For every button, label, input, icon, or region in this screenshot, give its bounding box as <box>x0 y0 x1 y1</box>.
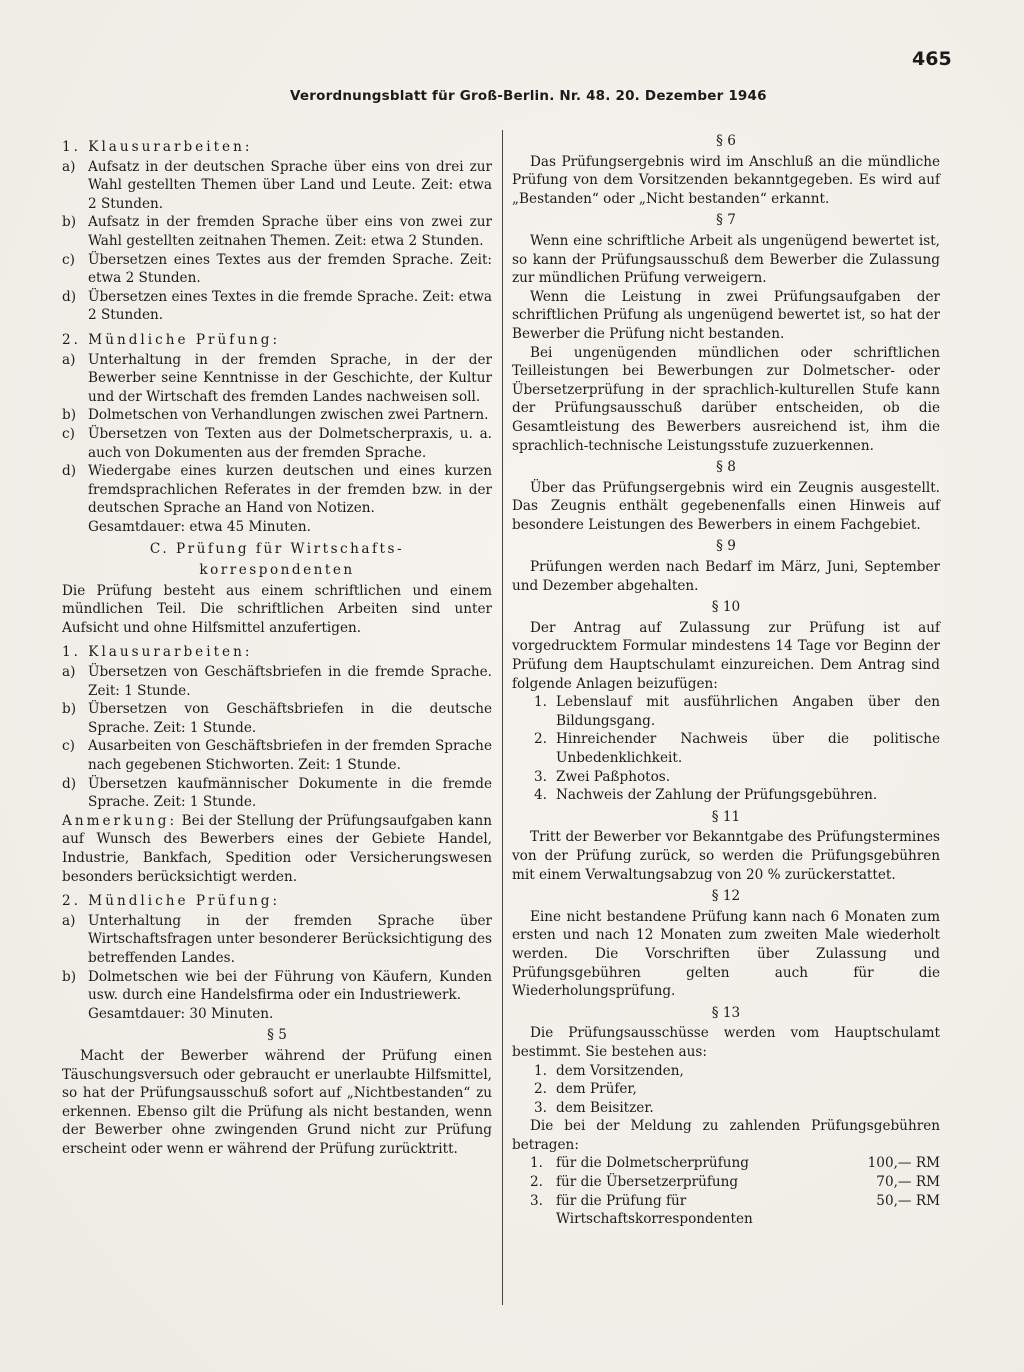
section-heading: 1. Klausurarbeiten: <box>62 644 253 661</box>
item-number: 3. <box>534 768 547 785</box>
item-text: Übersetzen von Texten aus der Dolmetscherpraxis, u. a. auch von Dokumenten aus der fremden Sprache. <box>88 425 492 461</box>
item-number: 3. <box>530 1192 543 1209</box>
item-number: 3. <box>534 1099 547 1116</box>
paragraph-text: Tritt der Bewerber vor Bekanntgabe des Prüfungstermines von der Prüfung zurück, so werden die Prüfungsgebühren mit einem Verwaltungsabzug von 20 % zurückerstattet. <box>512 829 940 883</box>
attachments-list <box>512 693 940 805</box>
item-label: a) <box>62 351 76 368</box>
list-item <box>512 1099 940 1118</box>
running-header: Verordnungsblatt für Groß-Berlin. Nr. 48. 20. Dezember 1946 <box>290 88 767 104</box>
item-label: a) <box>62 912 76 929</box>
fee-amount: 70,— RM <box>876 1174 940 1191</box>
item-number: 1. <box>534 694 547 711</box>
section-heading: 2. Mündliche Prüfung: <box>62 893 281 910</box>
item-text: Wiedergabe eines kurzen deutschen und eines kurzen fremdsprachlichen Referates in der fremden bzw. in der deutschen Sprache an Hand von Notizen. <box>88 463 492 517</box>
paragraph-number: § 9 <box>716 538 736 555</box>
note-paragraph <box>62 812 492 886</box>
item-number: 2. <box>530 1174 543 1191</box>
list-item <box>62 775 492 812</box>
item-text: Übersetzen eines Textes aus der fremden Sprache. Zeit: etwa 2 Stunden. <box>88 251 492 287</box>
list-item <box>62 425 492 462</box>
list-item <box>62 288 492 325</box>
paragraph-number: § 7 <box>716 212 736 229</box>
list-item <box>62 968 492 1005</box>
item-text: Übersetzen von Geschäftsbriefen in die deutsche Sprache. Zeit: 1 Stunde. <box>88 701 492 736</box>
paragraph-text: Bei ungenügenden mündlichen oder schriftlichen Teilleistungen bei Bewerbungen zur Dolmetscher- oder Übersetzerprüfung in der sprachlich-kulturellen Stufe kann der Prüfungsausschuß darüber entscheiden, ob die Gesamtleistung des Bewerbers ausreichend ist, ihm die sprachlich-technische Leistungsstufe zuzuerkennen. <box>512 344 940 454</box>
item-number: 1. <box>530 1155 543 1172</box>
fees-list <box>512 1154 940 1228</box>
duration-total: Gesamtdauer: etwa 45 Minuten. <box>88 518 311 535</box>
column-divider <box>502 130 503 1305</box>
list-item <box>62 700 492 737</box>
right-column <box>512 132 940 1229</box>
paragraph-number: § 11 <box>711 808 741 825</box>
item-text: Aufsatz in der deutschen Sprache über eins von drei zur Wahl gestellten Themen über Land und Leute. Zeit: etwa 2 Stunden. <box>88 158 492 212</box>
item-text: dem Beisitzer. <box>556 1099 654 1116</box>
section-title: C. Prüfung für Wirtschafts- <box>149 541 405 558</box>
item-text: Aufsatz in der fremden Sprache über eins von zwei zur Wahl gestellten zeitnahen Themen. Zeit: etwa 2 Stunden. <box>88 214 492 249</box>
item-text: dem Vorsitzenden, <box>556 1062 684 1079</box>
fee-amount: 100,— RM <box>867 1155 940 1172</box>
list-item <box>62 462 492 518</box>
paragraph-text: Die bei der Meldung zu zahlenden Prüfungsgebühren betragen: <box>512 1118 940 1153</box>
note-text: Bei der Stellung der Prüfungsaufgaben kann auf Wunsch des Bewerbers eines der Gebiete Handel, Industrie, Bankfach, Spedition oder Versicherungswesen besonders berücksichtigt werden. <box>62 812 492 885</box>
fee-label: für die Übersetzerprüfung <box>556 1174 739 1191</box>
list-item <box>512 1062 940 1081</box>
paragraph-text: Die Prüfungsausschüsse werden vom Hauptschulamt bestimmt. Sie bestehen aus: <box>512 1025 940 1060</box>
paragraph-number: § 6 <box>716 133 736 149</box>
list-item <box>512 730 940 767</box>
paragraph-number: § 10 <box>711 599 741 616</box>
paragraph-text: Prüfungen werden nach Bedarf im März, Juni, September und Dezember abgehalten. <box>512 559 940 594</box>
item-text: Ausarbeiten von Geschäftsbriefen in der fremden Sprache nach gegebenen Stichworten. Zeit: 1 Stunde. <box>88 738 492 773</box>
item-text: Dolmetschen von Verhandlungen zwischen zwei Partnern. <box>88 407 489 424</box>
list-item <box>512 768 940 787</box>
page-number: 465 <box>912 48 952 70</box>
item-text: Dolmetschen wie bei der Führung von Käufern, Kunden usw. durch eine Handelsfirma oder ein Industriewerk. <box>88 968 492 1004</box>
item-text: Unterhaltung in der fremden Sprache über Wirtschaftsfragen unter besonderer Berücksichtigung des betreffenden Landes. <box>88 912 492 966</box>
list-item <box>62 737 492 774</box>
item-text: dem Prüfer, <box>556 1081 637 1098</box>
item-text: Lebenslauf mit ausführlichen Angaben über den Bildungsgang. <box>556 694 940 729</box>
left-column <box>62 132 492 1158</box>
paragraph-text: Eine nicht bestandene Prüfung kann nach 6 Monaten zum ersten und nach 12 Monaten zum zweiten Male wiederholt werden. Die Vorschriften über Zulassung und Prüfungsgebühren gelten auch für die Wiederholungsprüfung. <box>512 908 940 1000</box>
paragraph-number: § 8 <box>716 459 736 476</box>
section-title: korrespondenten <box>199 562 355 579</box>
item-text: Nachweis der Zahlung der Prüfungsgebühren. <box>556 787 878 804</box>
note-label: Anmerkung: <box>62 812 178 829</box>
paragraph-text: Wenn die Leistung in zwei Prüfungsaufgaben der schriftlichen Prüfung als ungenügend bewertet ist, so hat der Bewerber die Prüfung nicht bestanden. <box>512 288 940 342</box>
fee-row <box>512 1154 940 1173</box>
list-item <box>62 912 492 968</box>
fee-label: für die Dolmetscherprüfung <box>556 1155 749 1172</box>
item-number: 2. <box>534 1081 547 1098</box>
item-label: b) <box>62 214 77 231</box>
paragraph-number: § 12 <box>711 888 741 905</box>
paragraph-number: § 13 <box>711 1004 741 1021</box>
item-label: b) <box>62 701 77 718</box>
c2-list <box>62 912 492 1024</box>
item-text: Zwei Paßphotos. <box>556 768 671 785</box>
item-label: d) <box>62 775 77 792</box>
item-text: Übersetzen eines Textes in die fremde Sprache. Zeit: etwa 2 Stunden. <box>88 288 492 324</box>
list-item <box>512 693 940 730</box>
s2-list <box>62 351 492 537</box>
list-item <box>62 663 492 700</box>
fee-row <box>512 1173 940 1192</box>
item-label: d) <box>62 463 77 480</box>
section-intro: Die Prüfung besteht aus einem schriftlichen und einem mündlichen Teil. Die schriftlichen Arbeiten sind unter Aufsicht und ohne Hilfsmittel anzufertigen. <box>62 582 492 636</box>
committee-list <box>512 1062 940 1118</box>
fee-label: für die Prüfung für Wirtschaftskorrespondenten <box>556 1192 753 1228</box>
item-label: b) <box>62 968 77 985</box>
paragraph-text: Über das Prüfungsergebnis wird ein Zeugnis ausgestellt. Das Zeugnis enthält gegebenenfalls einen Hinweis auf besondere Leistungen des Bewerbers in einem Fachgebiet. <box>512 479 940 533</box>
paragraph-number: § 5 <box>267 1027 287 1044</box>
c1-list <box>62 663 492 812</box>
paragraph-text: Macht der Bewerber während der Prüfung einen Täuschungsversuch oder gebraucht er unerlaubte Hilfsmittel, so hat der Prüfungsausschuß sofort auf „Nichtbestanden“ zu erkennen. Ebenso gilt die Prüfung als nicht bestanden, wenn der Bewerber ohne zwingenden Grund nicht zur Prüfung erscheint oder wenn er während der Prüfung zurücktritt. <box>62 1047 492 1157</box>
item-label: c) <box>62 425 75 442</box>
item-label: a) <box>62 158 76 175</box>
list-item <box>62 213 492 250</box>
fee-row <box>512 1192 940 1229</box>
list-item <box>62 406 492 425</box>
paragraph-text: Wenn eine schriftliche Arbeit als ungenügend bewertet ist, so kann der Prüfungsausschuß dem Bewerber die Zulassung zur mündlichen Prüfung verweigern. <box>512 232 940 287</box>
item-text: Hinreichender Nachweis über die politische Unbedenklichkeit. <box>556 731 940 766</box>
item-text: Unterhaltung in der fremden Sprache, in der der Bewerber seine Kenntnisse in der Geschichte, der Kultur und der Wirtschaft des fremden Landes nachweisen soll. <box>88 351 492 405</box>
item-text: Übersetzen kaufmännischer Dokumente in die fremde Sprache. Zeit: 1 Stunde. <box>88 775 492 811</box>
list-item <box>62 158 492 214</box>
item-label: d) <box>62 288 77 305</box>
list-item <box>62 251 492 288</box>
list-item <box>512 1080 940 1099</box>
list-item <box>512 786 940 805</box>
item-label: a) <box>62 664 76 681</box>
paragraph-text: Der Antrag auf Zulassung zur Prüfung ist auf vorgedrucktem Formular mindestens 14 Tage vor Beginn der Prüfung dem Hauptschulamt einzureichen. Dem Antrag sind folgende Anlagen beizufügen: <box>512 619 940 692</box>
item-label: b) <box>62 407 77 424</box>
item-text: Übersetzen von Geschäftsbriefen in die fremde Sprache. Zeit: 1 Stunde. <box>88 664 492 699</box>
item-number: 1. <box>534 1062 547 1079</box>
item-number: 2. <box>534 731 547 748</box>
list-item <box>62 1005 492 1024</box>
item-number: 4. <box>534 787 547 804</box>
item-label: c) <box>62 738 75 755</box>
list-item <box>62 518 492 537</box>
item-label: c) <box>62 251 75 268</box>
paragraph-text: Das Prüfungsergebnis wird im Anschluß an die mündliche Prüfung von dem Vorsitzenden bekanntgegeben. Es wird auf „Bestanden“ oder „Nicht bestanden“ erkannt. <box>512 153 940 207</box>
s1-list <box>62 158 492 325</box>
section-heading: 1. Klausurarbeiten: <box>62 139 253 155</box>
duration-total: Gesamtdauer: 30 Minuten. <box>88 1005 274 1022</box>
fee-amount: 50,— RM <box>876 1192 940 1209</box>
list-item <box>62 351 492 407</box>
section-heading: 2. Mündliche Prüfung: <box>62 331 281 348</box>
